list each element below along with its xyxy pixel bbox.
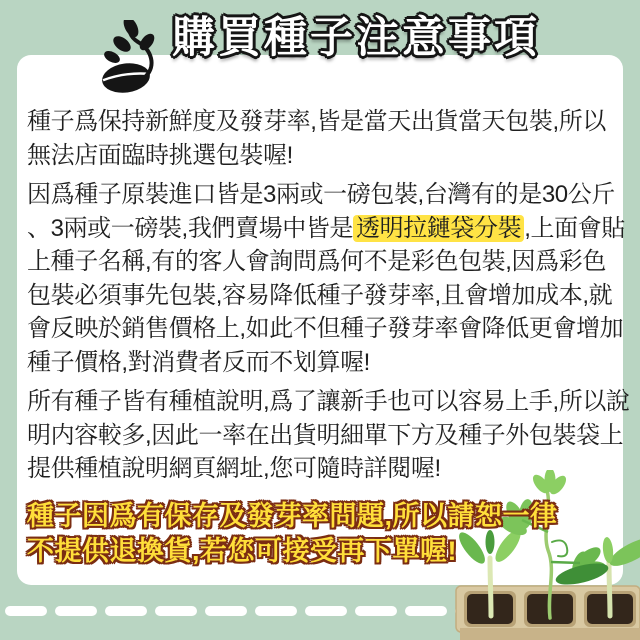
highlighted-text: 透明拉鏈袋分裝 [353, 215, 524, 242]
notice-line: 所有種子皆有種植說明,爲了讓新手也可以容易上手,所以說 [27, 388, 630, 415]
page-header [0, 12, 640, 94]
notice-line: 明内容較多,因此一率在出貨明細單下方及種子外包裝袋上 [27, 421, 624, 449]
paragraph-freshness [27, 105, 623, 172]
warning-line: 種子因爲有保存及發芽率問題,所以請恕一律 [27, 500, 558, 531]
notice-line: 因爲種子原裝進口皆是3兩或一磅包裝,台灣有的是30公斤 [27, 181, 615, 208]
paragraph-instructions [27, 385, 630, 486]
notice-line: 上種子名稱,有的客人會詢問爲何不是彩色包裝,因爲彩色 [27, 248, 606, 275]
notice-line [27, 212, 623, 246]
notice-line: 種子價格,對消費者反而不划算喔! [27, 348, 370, 376]
notice-line: 提供種植說明網頁網址,您可隨時詳閱喔! [27, 455, 441, 482]
notice-line: 會反映於銷售價格上,如此不但種子發芽率會降低更會增加 [27, 315, 624, 342]
paragraph-packaging [27, 178, 623, 379]
notice-line-segment: 、3兩或一磅裝,我們賣場中皆是 [27, 214, 354, 242]
notice-line: 包裝必須事先包裝,容易降低種子發芽率,且會增加成本,就 [27, 281, 613, 309]
notice-line: 無法店面臨時挑選包裝喔! [27, 141, 293, 169]
notice-line-segment: ,上面會貼 [524, 214, 625, 242]
seed-sprout-icon [100, 20, 156, 94]
notice-line: 種子爲保持新鮮度及發芽率,皆是當天出貨當天包裝,所以 [27, 108, 606, 135]
warning-line: 不提供退換貨,若您可接受再下單喔! [27, 535, 457, 566]
notice-content [27, 105, 630, 575]
paragraph-no-returns-warning [27, 499, 623, 569]
page-title: 購買種子注意事項 [172, 14, 540, 63]
